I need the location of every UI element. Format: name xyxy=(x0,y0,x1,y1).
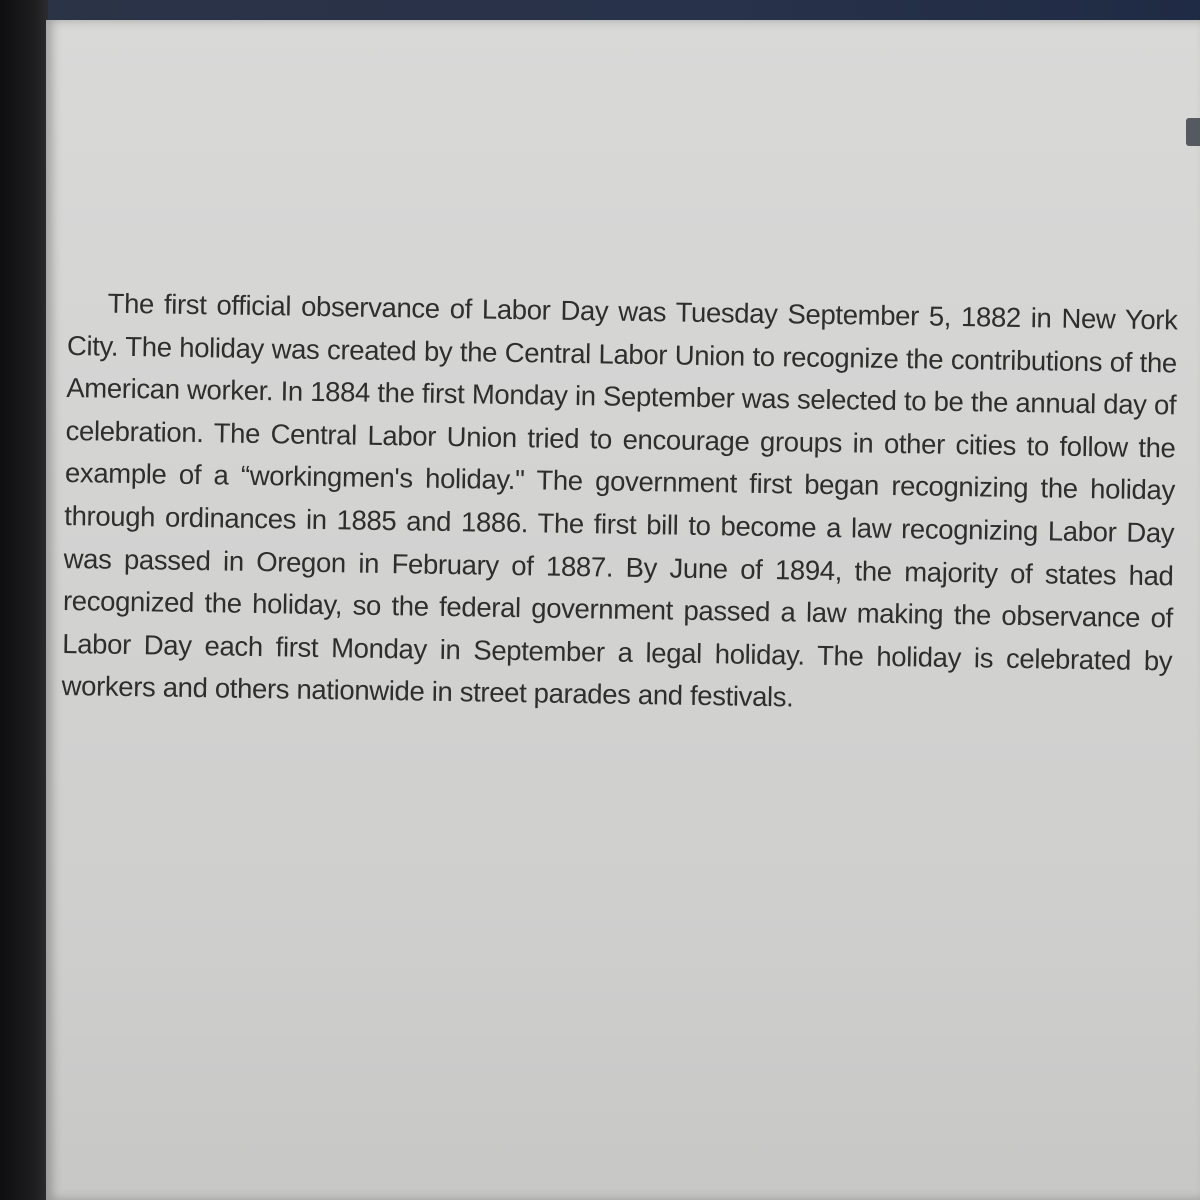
window-top-bar xyxy=(0,0,1200,22)
reading-passage: The first official observance of Labor Day was Tuesday September 5, 1882 in New York City. The holiday was created by the Central Labor Union to recognize the contributions of the American worker. In 1884 the first Monday in September was selected to be the annual day of celebration. The Central Labor Union tried to encourage groups in other cities to follow the example of a “workingmen's holiday." The government first began recognizing the holiday through ordinances in 1885 and 1886. The first bill to become a law recognizing Labor Day was passed in Oregon in February of 1887. By June of 1894, the majority of states had recognized the holiday, so the federal government passed a law making the observance of Labor Day each first Monday in September a legal holiday. The holiday is celebrated by workers and others nationwide in street parades and festivals. xyxy=(61,287,1178,713)
scrollbar-handle[interactable] xyxy=(1186,118,1200,146)
monitor-bezel xyxy=(0,0,48,1200)
